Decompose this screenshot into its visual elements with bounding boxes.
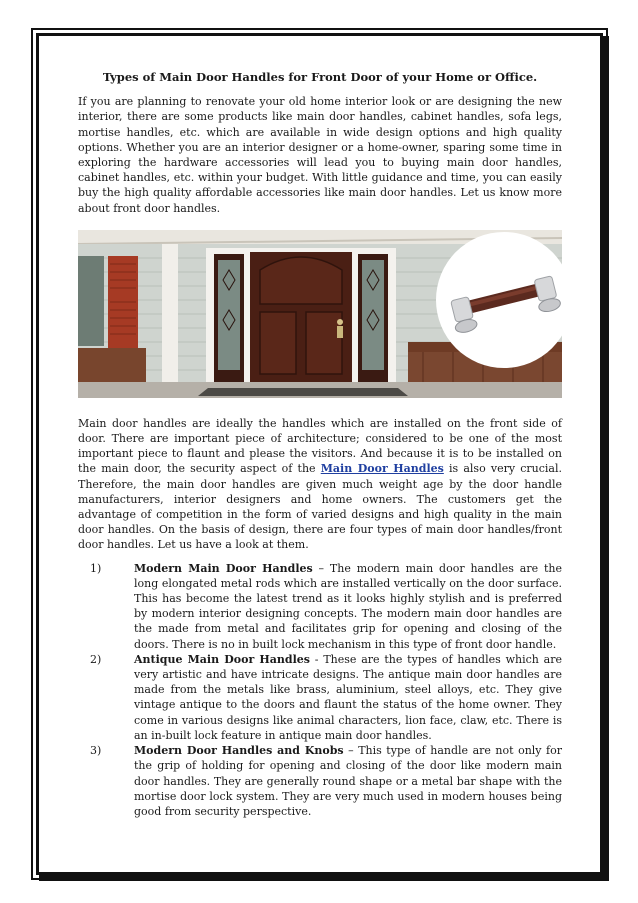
- list-item: [78, 652, 562, 743]
- front-door-photo: [78, 230, 562, 398]
- list-item-text: – This type of handle are not only for the grip of holding for opening and closing of the door like modern main door handles. They are generally round shape or a metal bar shape with the mortise door lock system. They are very much used in modern houses being good from security perspective.: [134, 744, 563, 818]
- list-item-text: - These are the types of handles which are very artistic and have intricate designs. The antique main door handles are made from the metals like brass, aluminium, steel alloys, etc. They give vintage antique to the doors and flaunt the status of the home owner. They come in various designs like animal characters, lion face, claw, etc. There is an in-built lock feature in antique main door handles.: [134, 652, 562, 742]
- handle-types-list: [78, 561, 562, 819]
- list-item-heading: Antique Main Door Handles: [134, 652, 310, 666]
- document-content: [78, 70, 562, 819]
- list-item: [78, 743, 562, 819]
- main-door-handles-link[interactable]: Main Door Handles: [320, 462, 444, 476]
- front-door-illustration: [78, 230, 562, 398]
- list-item-number: 2): [90, 652, 102, 666]
- list-item-heading: Modern Main Door Handles: [134, 561, 313, 575]
- body-text-before-link: Main door handles are ideally the handles which are installed on the front side of door. There are important piece of architecture; considered to be one of the most important piece to flaunt and please the visitors. And because it is to be installed on the main door, the security aspect of the: [78, 416, 562, 476]
- body-text-after-link: is also very crucial. Therefore, the main door handles are given much weight age by the door handle manufacturers, interior designers and home owners. The customers get the advantage of competition in the form of varied designs and high quality in the main door handles. On the basis of design, there are four types of main door handles/front door handles. Let us have a look at them.: [78, 462, 562, 552]
- list-item: [78, 561, 562, 652]
- list-item-text: – The modern main door handles are the long elongated metal rods which are installed vertically on the door surface. This has become the latest trend as it looks highly stylish and is preferred by modern interior designing concepts. The modern main door handles are the made from metal and facilitates grip for opening and closing of the doors. There is no in built lock mechanism in this type of front door handle.: [134, 561, 562, 651]
- list-item-number: 3): [90, 744, 102, 758]
- body-paragraph: [78, 416, 562, 553]
- list-item-heading: Modern Door Handles and Knobs: [134, 744, 344, 758]
- list-item-number: 1): [90, 561, 102, 575]
- document-title: Types of Main Door Handles for Front Door of your Home or Office.: [102, 70, 538, 84]
- intro-paragraph: If you are planning to renovate your old home interior look or are designing the new interior, there are some products like main door handles, cabinet handles, sofa legs, mortise handles, etc. which are available in wide design options and high quality options. Whether you are an interior designer or a home-owner, sparing some time in exploring the hardware accessories will lead you to buying main door handles, cabinet handles, etc. within your budget. With little guidance and time, you can easily buy the high quality affordable accessories like main door handles. Let us know more about front door handles.: [78, 95, 562, 215]
